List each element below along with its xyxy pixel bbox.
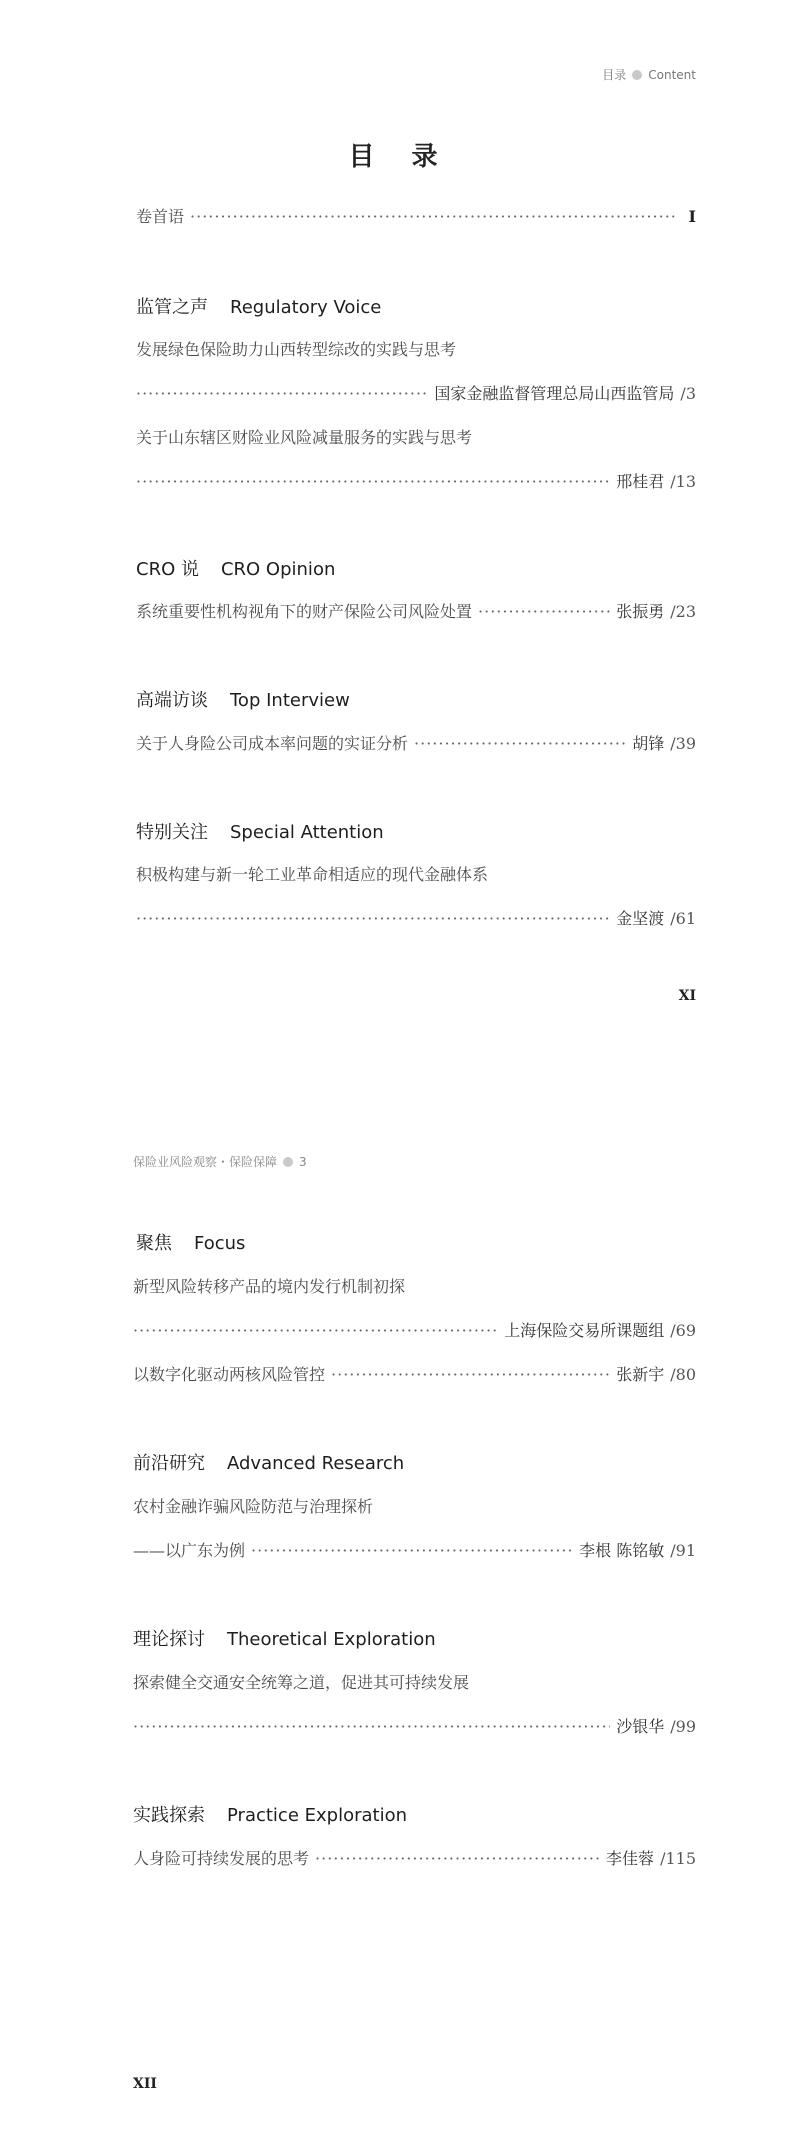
bullet-dot-icon: [632, 70, 642, 80]
entry-title: 人身险可持续发展的思考: [133, 1849, 310, 1868]
section-heading-theoretical-exploration: [133, 1625, 436, 1651]
dot-leader: [414, 734, 626, 753]
toc-entry-author-line[interactable]: [133, 1318, 696, 1341]
entry-title: 系统重要性机构视角下的财产保险公司风险处置: [136, 602, 473, 621]
entry-title: 发展绿色保险助力山西转型综改的实践与思考: [136, 340, 457, 359]
entry-title: 新型风险转移产品的境内发行机制初探: [133, 1277, 406, 1296]
entry-page: /115: [660, 1849, 696, 1868]
dot-leader: [190, 207, 677, 226]
dot-leader: [251, 1541, 573, 1560]
entry-title: 卷首语: [136, 207, 185, 226]
toc-entry[interactable]: [136, 731, 696, 754]
entry-author: 沙银华: [616, 1717, 665, 1736]
toc-entry[interactable]: [133, 1362, 696, 1385]
section-name: 理论探讨: [133, 1629, 205, 1650]
section-name: CRO 说: [136, 559, 199, 580]
entry-page: /99: [670, 1717, 696, 1736]
page-number: XI: [678, 988, 696, 1004]
entry-page: /69: [670, 1321, 696, 1340]
section-english: Practice Exploration: [227, 1805, 407, 1826]
dot-leader: [136, 384, 428, 403]
entry-page: I: [688, 207, 696, 226]
entry-title: 关于山东辖区财险业风险减量服务的实践与思考: [136, 428, 473, 447]
section-heading-top-interview: [136, 686, 350, 712]
entry-author: 张新宇: [616, 1365, 665, 1384]
section-heading-regulatory-voice: [136, 293, 381, 319]
entry-author: 李佳蓉: [606, 1849, 655, 1868]
header-page: 3: [299, 1154, 307, 1169]
entry-page: /3: [680, 384, 696, 403]
entry-page: /13: [670, 472, 696, 491]
section-name: 实践探索: [133, 1805, 205, 1826]
entry-page: /39: [670, 734, 696, 753]
toc-entry[interactable]: [133, 1846, 696, 1869]
entry-author: 上海保险交易所课题组: [504, 1321, 665, 1340]
section-english: Focus: [194, 1233, 246, 1254]
toc-entry-title-line[interactable]: [136, 425, 696, 448]
toc-entry-author-line[interactable]: [136, 381, 696, 404]
entry-page: /61: [670, 909, 696, 928]
entry-author: 胡锋: [632, 734, 665, 753]
entry-page: /23: [670, 602, 696, 621]
section-name: 高端访谈: [136, 690, 208, 711]
section-english: Advanced Research: [227, 1453, 405, 1474]
section-english: Theoretical Exploration: [227, 1629, 436, 1650]
entry-title: 以数字化驱动两核风险管控: [133, 1365, 326, 1384]
page-title: 目 录: [348, 142, 452, 172]
running-header: [133, 1153, 307, 1170]
entry-author: 张振勇: [616, 602, 665, 621]
section-english: Top Interview: [230, 690, 350, 711]
section-name: 监管之声: [136, 297, 208, 318]
toc-entry-title-line[interactable]: [136, 862, 696, 885]
dot-leader: [315, 1849, 600, 1868]
section-english: Special Attention: [230, 822, 384, 843]
toc-entry-author-line[interactable]: [136, 469, 696, 492]
section-english: CRO Opinion: [220, 559, 336, 580]
entry-title: 关于人身险公司成本率问题的实证分析: [136, 734, 409, 753]
entry-subtitle: ——以广东为例: [133, 1541, 246, 1560]
toc-entry[interactable]: [136, 599, 696, 622]
section-heading-cro-opinion: [136, 555, 335, 581]
toc-entry-title-line[interactable]: [136, 337, 696, 360]
entry-page: /80: [670, 1365, 696, 1384]
dot-leader: [136, 909, 610, 928]
dot-leader: [133, 1321, 498, 1340]
dot-leader: [331, 1365, 610, 1384]
entry-title: 农村金融诈骗风险防范与治理探析: [133, 1497, 374, 1516]
entry-page: /91: [670, 1541, 696, 1560]
entry-title: 积极构建与新一轮工业革命相适应的现代金融体系: [136, 865, 489, 884]
section-name: 前沿研究: [133, 1453, 205, 1474]
toc-entry-title-line[interactable]: [133, 1494, 696, 1517]
toc-entry-preface[interactable]: [136, 204, 696, 227]
section-heading-advanced-research: [133, 1449, 404, 1475]
toc-entry-author-line[interactable]: [133, 1714, 696, 1737]
toc-header: [602, 66, 696, 83]
dot-leader: [133, 1717, 610, 1736]
header-label: 保险业风险观察・保险保障: [133, 1155, 278, 1169]
page-number: XII: [133, 2076, 157, 2092]
dot-leader: [136, 472, 610, 491]
header-english: Content: [648, 67, 696, 82]
toc-entry-author-line[interactable]: [133, 1538, 696, 1561]
toc-entry-author-line[interactable]: [136, 906, 696, 929]
toc-entry-title-line[interactable]: [133, 1274, 696, 1297]
section-name: 特别关注: [136, 822, 208, 843]
dot-leader: [478, 602, 610, 621]
toc-entry-title-line[interactable]: [133, 1670, 696, 1693]
entry-author: 金坚渡: [616, 909, 665, 928]
section-heading-special-attention: [136, 818, 384, 844]
section-english: Regulatory Voice: [230, 297, 382, 318]
entry-author: 国家金融监督管理总局山西监管局: [434, 384, 675, 403]
entry-author: 李根 陈铭敏: [579, 1541, 665, 1560]
bullet-dot-icon: [283, 1157, 293, 1167]
section-heading-practice-exploration: [133, 1801, 407, 1827]
section-heading-focus: [136, 1229, 245, 1255]
entry-title: 探索健全交通安全统筹之道，促进其可持续发展: [133, 1673, 470, 1692]
entry-author: 邢桂君: [616, 472, 665, 491]
section-name: 聚焦: [136, 1233, 172, 1254]
header-label: 目录: [602, 68, 627, 82]
